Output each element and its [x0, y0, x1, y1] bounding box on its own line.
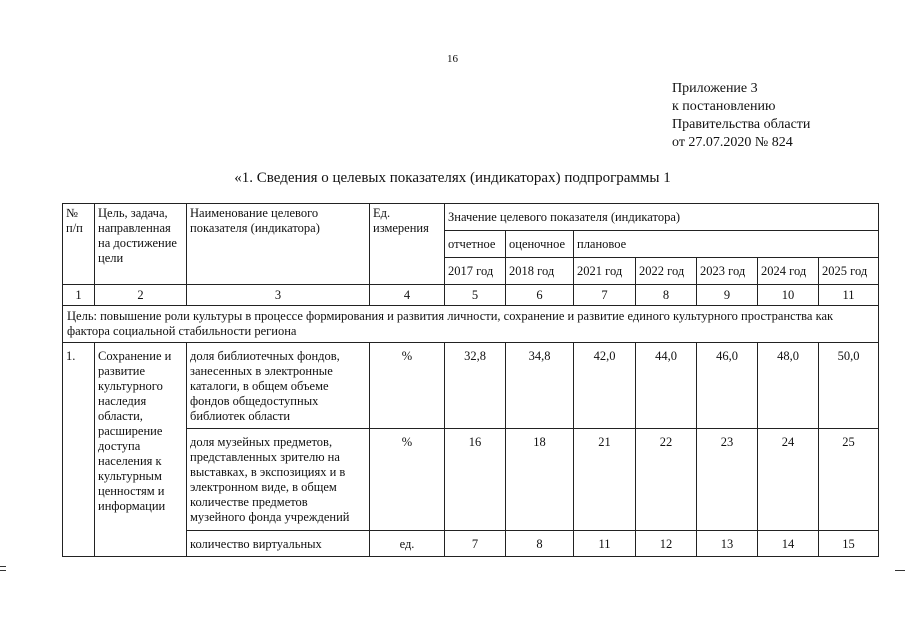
column-number: 1 — [63, 285, 95, 306]
indicators-table — [62, 203, 879, 557]
indicator-value: 16 — [445, 429, 506, 531]
task-text: Сохранение и развитие культурного наследия области, расширение доступа населения к культурным ценностям и информации — [95, 343, 187, 557]
header-value: Значение целевого показателя (индикатора) — [445, 204, 879, 231]
indicator-value: 25 — [819, 429, 879, 531]
appendix-line: к постановлению — [672, 99, 776, 114]
header-year: 2017 год — [445, 258, 506, 285]
column-number: 11 — [819, 285, 879, 306]
column-number: 3 — [187, 285, 370, 306]
header-year: 2021 год — [574, 258, 636, 285]
column-number: 2 — [95, 285, 187, 306]
page-number: 16 — [447, 53, 458, 65]
header-year: 2022 год — [636, 258, 697, 285]
appendix-line: Приложение 3 — [672, 81, 758, 96]
header-num: № п/п — [63, 204, 95, 285]
indicator-value: 14 — [758, 531, 819, 557]
indicator-name: количество виртуальных — [187, 531, 370, 557]
column-number: 8 — [636, 285, 697, 306]
header-indicator-name: Наименование целевого показателя (индикатора) — [187, 204, 370, 285]
header-estimated: оценочное — [506, 231, 574, 258]
header-year: 2024 год — [758, 258, 819, 285]
appendix-line: от 27.07.2020 № 824 — [672, 135, 793, 150]
indicator-unit: ед. — [370, 531, 445, 557]
indicator-value: 34,8 — [506, 343, 574, 429]
indicator-value: 48,0 — [758, 343, 819, 429]
indicator-value: 13 — [697, 531, 758, 557]
header-planned: плановое — [574, 231, 879, 258]
indicator-value: 8 — [506, 531, 574, 557]
column-number: 6 — [506, 285, 574, 306]
indicator-value: 21 — [574, 429, 636, 531]
indicator-value: 23 — [697, 429, 758, 531]
table-row — [63, 343, 879, 429]
indicator-value: 7 — [445, 531, 506, 557]
column-number: 4 — [370, 285, 445, 306]
indicator-value: 24 — [758, 429, 819, 531]
column-number: 7 — [574, 285, 636, 306]
indicator-name: доля библиотечных фондов, занесенных в электронные каталоги, в общем объеме фондов общедоступных библиотек области — [187, 343, 370, 429]
indicator-value: 50,0 — [819, 343, 879, 429]
indicator-unit: % — [370, 429, 445, 531]
column-number: 5 — [445, 285, 506, 306]
header-reported: отчетное — [445, 231, 506, 258]
goal-row: Цель: повышение роли культуры в процессе формирования и развития личности, сохранение и развитие единого культурного пространства как фактора социальной стабильности региона — [63, 306, 879, 343]
indicator-value: 32,8 — [445, 343, 506, 429]
indicator-value: 11 — [574, 531, 636, 557]
indicator-value: 44,0 — [636, 343, 697, 429]
appendix-line: Правительства области — [672, 117, 811, 132]
indicators-table-container — [62, 203, 878, 557]
indicator-value: 18 — [506, 429, 574, 531]
indicator-value: 12 — [636, 531, 697, 557]
column-number: 9 — [697, 285, 758, 306]
margin-marks — [0, 566, 6, 574]
indicator-value: 15 — [819, 531, 879, 557]
indicator-name: доля музейных предметов, представленных зрителю на выставках, в экспозициях и в электронном виде, в общем количестве предметов музейного фонда учреждений — [187, 429, 370, 531]
indicator-value: 42,0 — [574, 343, 636, 429]
indicator-value: 46,0 — [697, 343, 758, 429]
task-number: 1. — [63, 343, 95, 557]
indicator-value: 22 — [636, 429, 697, 531]
appendix-block — [672, 80, 810, 152]
header-year: 2025 год — [819, 258, 879, 285]
header-year: 2023 год — [697, 258, 758, 285]
margin-mark-right — [895, 570, 905, 571]
document-title: «1. Сведения о целевых показателях (индикаторах) подпрограммы 1 — [234, 170, 671, 186]
header-goal: Цель, задача, направленная на достижение цели — [95, 204, 187, 285]
indicator-unit: % — [370, 343, 445, 429]
header-year: 2018 год — [506, 258, 574, 285]
column-number: 10 — [758, 285, 819, 306]
header-unit: Ед. измерения — [370, 204, 445, 285]
